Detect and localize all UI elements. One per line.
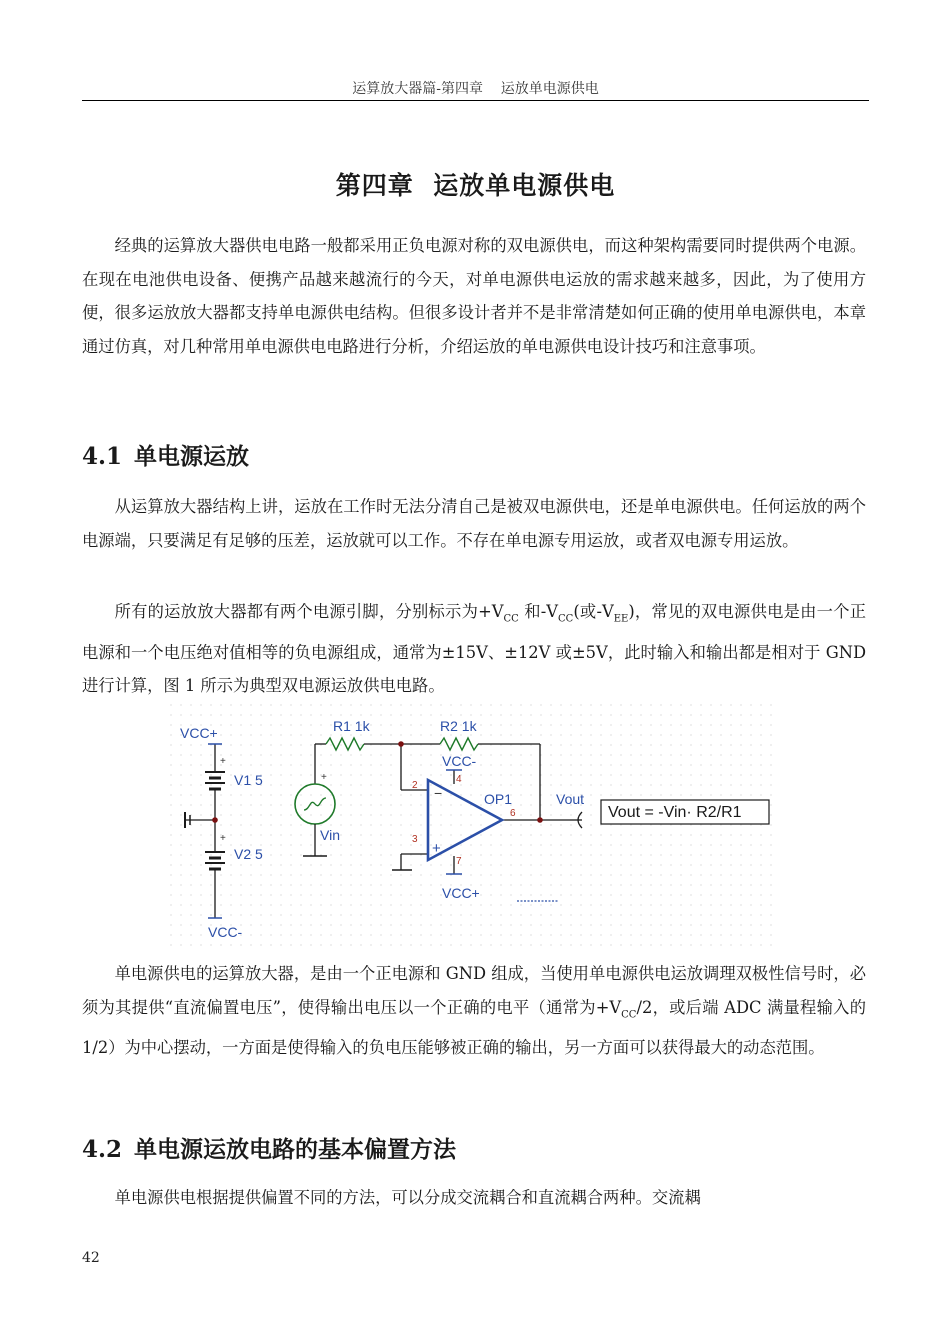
- opamp-vcc-minus-label: VCC-: [442, 753, 477, 769]
- chapter-title: 第四章 运放单电源供电: [335, 171, 616, 200]
- intro-paragraph: 经典的运算放大器供电电路一般都采用正负电源对称的双电源供电，而这种架构需要同时提供两个电源。在现在电池供电设备、便携产品越来越流行的今天，对单电源供电运放的需求越来越多，因此，为了使用方便，很多运放放大器都支持单电源供电结构。但很多设计者并不是非常清楚如何正确的使用单电源供电，本章通过仿真，对几种常用单电源供电电路进行分析，介绍运放的单电源供电设计技巧和注意事项。: [82, 236, 866, 356]
- pin-4-label: 4: [456, 774, 462, 785]
- r2-label: R2 1k: [440, 718, 477, 734]
- section-heading-4-2: [82, 1131, 456, 1164]
- transfer-formula: Vout = -Vin· R2/R1: [608, 804, 742, 821]
- vout-label: Vout: [556, 791, 585, 807]
- v1-label: V1 5: [234, 772, 263, 788]
- battery-junction-dot: [212, 817, 218, 823]
- section-title-text: 单电源运放电路的基本偏置方法: [134, 1136, 456, 1163]
- vin-label: Vin: [320, 827, 340, 843]
- dual-supply-opamp-schematic: [170, 704, 780, 946]
- opamp-plus-sign: +: [432, 840, 441, 857]
- v1-plus-marker: +: [220, 756, 226, 767]
- output-node-dot: [537, 817, 543, 823]
- section2-paragraph-1: 单电源供电根据提供偏置不同的方法，可以分成交流耦合和直流耦合两种。交流耦: [114, 1188, 701, 1207]
- running-header: [82, 78, 869, 101]
- section-heading-4-1: [82, 438, 249, 471]
- section-number: 4.2: [82, 1136, 123, 1163]
- section1-paragraph-1: 从运算放大器结构上讲，运放在工作时无法分清自己是被双电源供电，还是单电源供电。任何运放的两个电源端，只要满足有足够的压差，运放就可以工作。不存在单电源专用运放，或者双电源专用运放。: [82, 497, 866, 550]
- vin-plus-marker: +: [321, 772, 327, 783]
- running-header-right: 运放单电源供电: [500, 81, 599, 97]
- section-number: 4.1: [82, 443, 123, 470]
- page-number: 42: [82, 1250, 100, 1266]
- inverting-node-dot: [398, 741, 404, 747]
- v2-plus-marker: +: [220, 833, 226, 844]
- schematic-grid: [170, 704, 780, 946]
- pin-2-label: 2: [412, 780, 418, 791]
- pin-3-label: 3: [412, 834, 418, 845]
- opamp-name-label: OP1: [484, 791, 513, 807]
- opamp-minus-sign: −: [434, 785, 443, 801]
- section1-paragraph-2: 所有的运放放大器都有两个电源引脚，分别标示为$+V_{CC}$ 和$-V_{CC}$(或$-V_{EE}$)，常见的双电源供电是由一个正电源和一个电压绝对值相等的负电源组成，通常为±15V、±12V 或±5V，此时输入和输出都是相对于 GND 进行计算，图 1 所示为典型双电源运放供电电路。: [82, 602, 866, 696]
- vcc-plus-label: VCC+: [180, 725, 218, 741]
- pin-7-label: 7: [456, 856, 462, 867]
- section1-paragraph-3: 单电源供电的运算放大器，是由一个正电源和 GND 组成，当使用单电源供电运放调理双极性信号时，必须为其提供“直流偏置电压”，使得输出电压以一个正确的电平（通常为$+V_{CC}/2$，或后端 ADC 满量程输入的 1/2）为中心摆动，一方面是使得输入的负电压能够被正确的输出，另一方面可以获得最大的动态范围。: [82, 964, 866, 1058]
- section-title-text: 单电源运放: [134, 443, 249, 470]
- v2-label: V2 5: [234, 846, 263, 862]
- r1-label: R1 1k: [333, 718, 370, 734]
- opamp-vcc-plus-label: VCC+: [442, 885, 480, 901]
- running-header-left: 运算放大器篇-第四章: [352, 81, 483, 97]
- vcc-minus-label: VCC-: [208, 924, 243, 940]
- pin-6-label: 6: [510, 808, 516, 819]
